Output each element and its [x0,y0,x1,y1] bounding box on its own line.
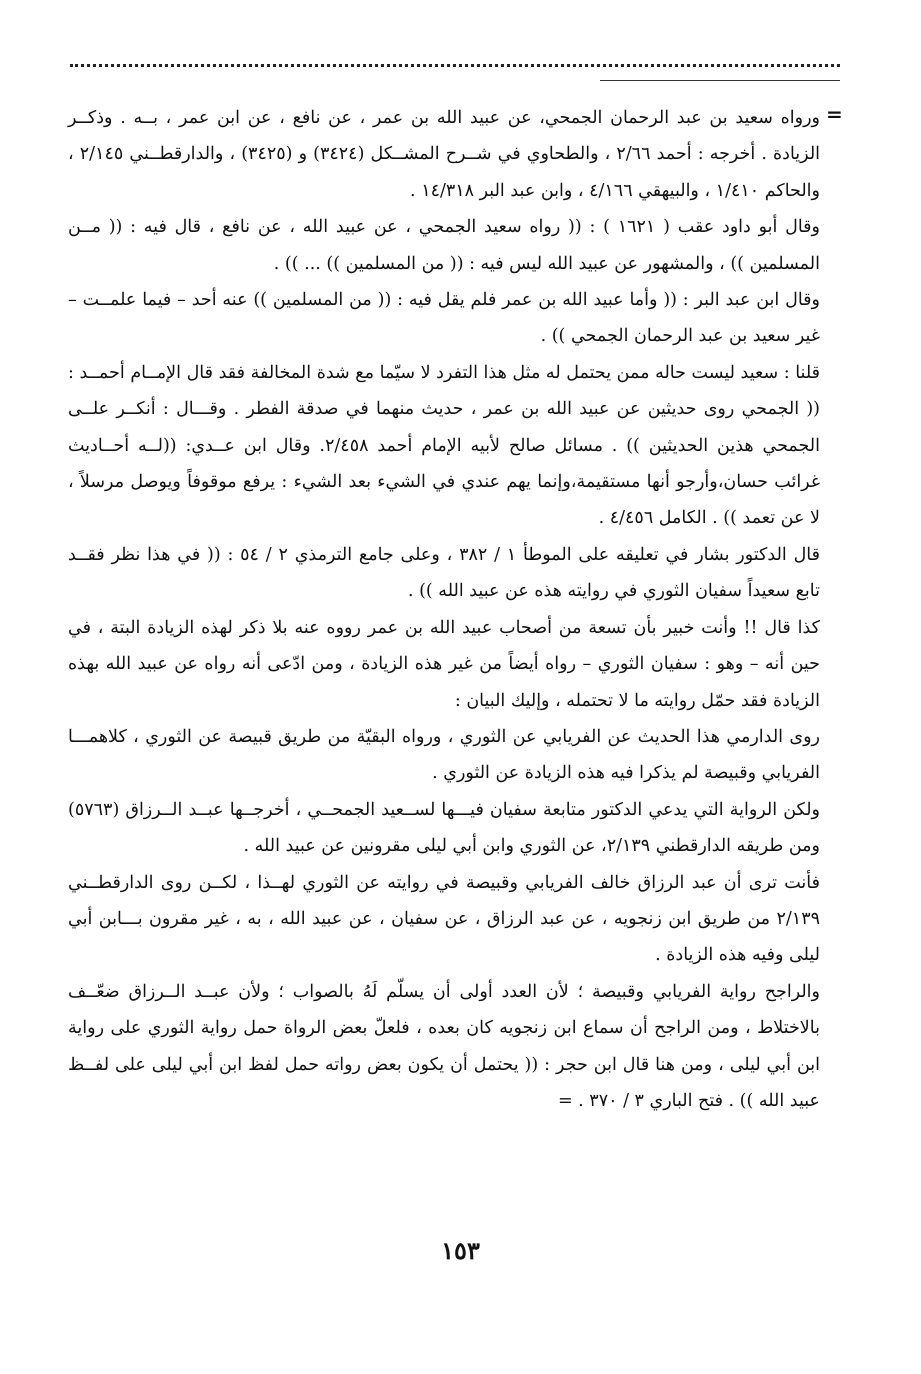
footnote-paragraph-6: كذا قال !! وأنت خبير بأن تسعة من أصحاب عبيد الله بن عمر رووه عنه بلا ذكر لهذه الزيادة البتة ، في حين أنه – وهو : سفيان الثوري – رواه أيضاً من غير هذه الزيادة ، ومن ادّعى أنه رواه عن عبيد الله بهذه الزيادة فقد حمّل روايته ما لا تحتمله ، وإليك البيان : [68,617,820,711]
footnote-paragraph-3: وقال ابن عبد البر : (( وأما عبيد الله بن عمر فلم يقل فيه : (( من المسلمين )) عنه أحد – فيما علمــت – غير سعيد بن عبد الرحمان الجمحي )) . [68,290,820,347]
top-dotted-rule [70,64,840,67]
footnote-paragraph-7: روى الدارمي هذا الحديث عن الفريابي عن الثوري ، ورواه البقيّة من طريق قبيصة عن الثوري ، كلاهمـــا الفريابي وقبيصة لم يذكرا فيه هذه الزيادة عن الثوري . [68,726,820,784]
footnote-paragraph-5: قال الدكتور بشار في تعليقه على الموطأ ١ / ٣٨٢ ، وعلى جامع الترمذي ٢ / ٥٤ : (( في هذا نظر فقــد تابع سعيداً سفيان الثوري في روايته هذه عن عبيد الله )) . [68,544,820,602]
footnote-paragraph-8: ولكن الرواية التي يدعي الدكتور متابعة سفيان فيـــها لســعيد الجمحــي ، أخرجــها عبــد الــرزاق (٥٧٦٣) ومن طريقه الدارقطني ٢/١٣٩، عن الثوري وابن أبي ليلى مقرونين عن عبيد الله . [68,799,820,857]
footnote-separator [600,80,840,81]
footnote-paragraph-10: والراجح رواية الفريابي وقبيصة ؛ لأن العدد أولى أن يسلّم لَهُ بالصواب ؛ ولأن عبــد الــرزاق ضعّــف بالاختلاط ، ومن الراجح أن سماع ابن زنجويه كان بعده ، فلعلّ بعض الرواة حمل رواية الثوري على رواية ابن أبي ليلى ، ومن هنا قال ابن حجر : (( يحتمل أن يكون بعض رواته حمل لفظ ابن أبي ليلى على لفــظ عبيد الله )) . فتح الباري ٣ / ٣٧٠ . = [68,981,820,1111]
footnote-paragraph-4: قلنا : سعيد ليست حاله ممن يحتمل له مثل هذا التفرد لا سيّما مع شدة المخالفة فقد قال الإمــام أحمــد : (( الجمحي روى حديثين عن عبيد الله بن عمر ، حديث منهما في صدقة الفطر . وقـــال : أنكــر علــى الجمحي هذين الحديثين )) . مسائل صالح لأبيه الإمام أحمد ٢/٤٥٨. وقال ابن عــدي: ((لــه أحــاديث غرائب حسان،وأرجو أنها مستقيمة،وإنما يهم عندي في الشيء بعد الشيء : يرفع موقوفاً ويوصل مرسلاً ، لا عن تعمد )) . الكامل ٤/٤٥٦ . [68,362,821,529]
footnote-paragraph-2: وقال أبو داود عقب ( ١٦٢١ ) : (( رواه سعيد الجمحي ، عن عبيد الله ، عن نافع ، قال فيه : (( مــن المسلمين )) ، والمشهور عن عبيد الله ليس فيه : (( من المسلمين )) ... )) . [68,217,821,274]
footnote-body [68,100,820,1119]
page-number: ١٥٣ [441,1236,480,1265]
continuation-mark: = [826,102,843,126]
footnote-paragraph-9: فأنت ترى أن عبد الرزاق خالف الفريابي وقبيصة في روايته عن الثوري لهــذا ، لكــن روى الدارقطــني ٢/١٣٩ من طريق ابن زنجويه ، عن عبد الرزاق ، عن سفيان ، عن عبيد الله ، به ، غير مقرون بـــابن أبي ليلى وفيه هذه الزيادة . [68,872,820,966]
footnote-paragraph-1: ورواه سعيد بن عبد الرحمان الجمحي، عن عبيد الله بن عمر ، عن نافع ، عن ابن عمر ، بــه . وذكــر الزيادة . أخرجه : أحمد ٢/٦٦ ، والطحاوي في شــرح المشــكل (٣٤٢٤) و (٣٤٢٥) ، والدارقطــني ٢/١٤٥ ، والحاكم ١/٤١٠ ، والبيهقي ٤/١٦٦ ، وابن عبد البر ١٤/٣١٨ . [68,108,821,201]
